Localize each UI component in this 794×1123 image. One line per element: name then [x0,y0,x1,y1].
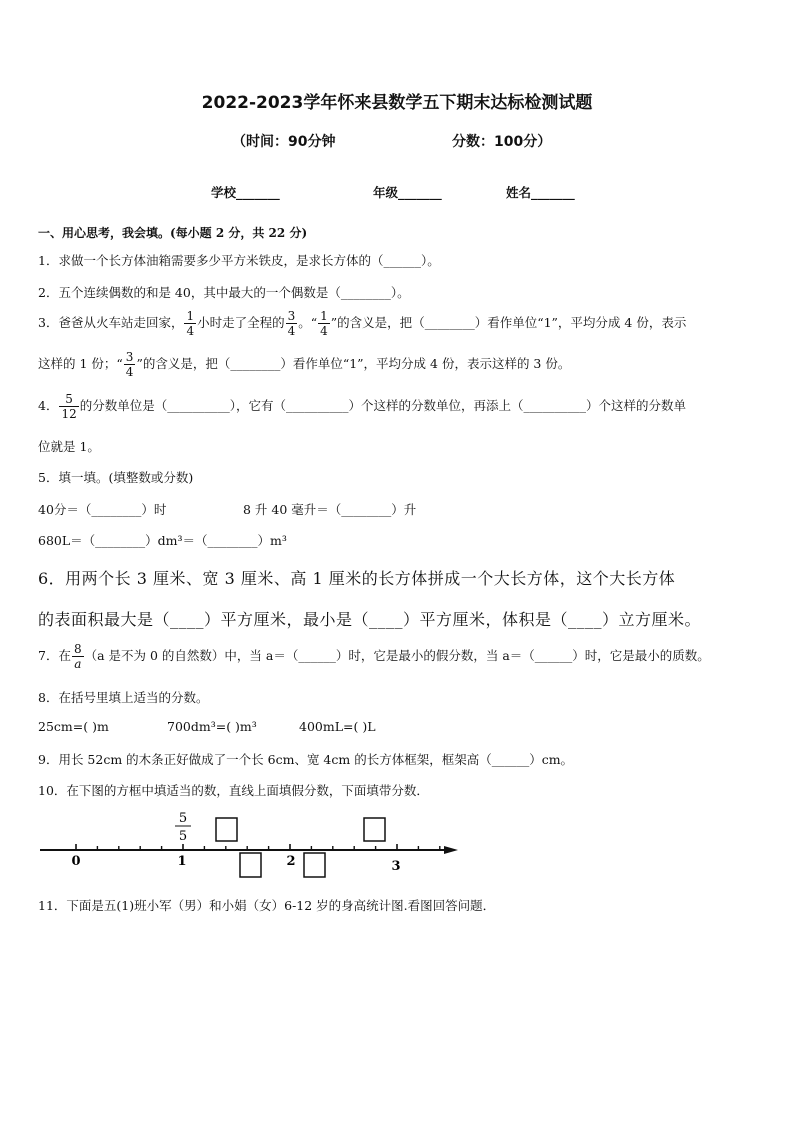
question-5-item-minutes: 40分＝（________）时 [38,502,167,517]
question-3-text-c: 。“ [298,315,318,330]
tick-label-2: 2 [286,854,296,869]
question-3-text-f: ”的含义是，把（________）看作单位“1”，平均分成 4 份，表示这样的 3 份。 [136,356,571,371]
question-7-text-a: 7．在 [38,648,71,663]
question-4-line-2: 位就是 1。 [38,439,100,454]
tick-label-1: 1 [177,854,187,869]
question-4-line-1 [38,392,686,421]
question-3-text-b: 小时走了全程的 [197,315,285,330]
question-3-text-e: 这样的 1 份；“ [38,356,123,371]
question-8-item-ml: 400mL=( )L [299,719,376,734]
fraction-three-quarters-quoted: $\frac{3}{4}$ [125,350,134,379]
question-3-text-d: ”的含义是，把（________）看作单位“1”，平均分成 4 份，表示 [330,315,687,330]
exam-time: （时间：90分钟 [232,134,336,150]
name-field: 姓名_______ [506,185,575,200]
fraction-three-quarters: $\frac{3}{4}$ [287,309,296,338]
number-line-diagram [38,808,468,880]
question-1: 1．求做一个长方体油箱需要多少平方米铁皮，是求长方体的（______）。 [38,253,440,268]
section-heading: 一、用心思考，我会填。(每小题 2 分，共 22 分) [38,226,308,240]
fraction-eight-over-a: $\frac{8}{a}$ [73,642,82,671]
question-3-line-2 [38,350,570,379]
answer-box-below-2[interactable] [304,853,325,877]
school-field: 学校_______ [211,185,280,200]
question-9: 9．用长 52cm 的木条正好做成了一个长 6cm、宽 4cm 的长方体框架，框架高（______）cm。 [38,752,574,767]
page-title: 2022-2023学年怀来县数学五下期末达标检测试题 [201,93,593,113]
tick-label-3: 3 [391,859,401,874]
question-11: 11．下面是五(1)班小军（男）和小娟（女）6-12 岁的身高统计图.看图回答问题． [38,898,496,913]
question-8-heading: 8．在括号里填上适当的分数。 [38,690,209,705]
example-fraction-numerator: 5 [178,811,188,826]
question-8-item-cm: 25cm=( )m [38,719,109,734]
exam-score: 分数：100分） [452,134,552,150]
question-3-line-1 [38,309,686,338]
number-line-arrow [444,846,458,854]
question-10: 10．在下图的方框中填适当的数，直线上面填假分数，下面填带分数． [38,783,429,798]
question-5-item-volume: 680L＝（________）dm³＝（________）m³ [38,533,287,548]
question-3-text-a: 3．爸爸从火车站走回家， [38,315,184,330]
question-8-item-dm3: 700dm³=( )m³ [167,719,257,734]
question-7-text-b: （a 是不为 0 的自然数）中，当 a＝（______）时，它是最小的假分数，当 a＝（______）时，它是最小的质数。 [84,648,710,663]
grade-field: 年级_______ [373,185,442,200]
question-6-line-1: 6．用两个长 3 厘米、宽 3 厘米、高 1 厘米的长方体拼成一个大长方体，这个大长方体 [38,569,676,588]
fraction-one-quarter-quoted: $\frac{1}{4}$ [320,309,328,338]
question-5-heading: 5．填一填。(填整数或分数) [38,470,194,485]
answer-box-above-1[interactable] [216,818,237,841]
fraction-one-quarter: $\frac{1}{4}$ [186,309,195,338]
question-7 [38,642,710,671]
question-4-text-a: 4． [38,398,59,413]
answer-box-above-2[interactable] [364,818,385,841]
example-fraction-denominator: 5 [178,829,188,844]
question-4-text-b: 的分数单位是（__________），它有（__________）个这样的分数单位，再添上（__________）个这样的分数单 [79,398,686,413]
answer-box-below-1[interactable] [240,853,261,877]
question-2: 2．五个连续偶数的和是 40，其中最大的一个偶数是（________）。 [38,285,410,300]
question-6-line-2: 的表面积最大是（____）平方厘米，最小是（____）平方厘米，体积是（____）立方厘米。 [38,610,702,629]
tick-label-0: 0 [71,854,81,869]
question-5-item-liters: 8 升 40 毫升＝（________）升 [243,502,417,517]
fraction-five-twelfths: $\frac{5}{12}$ [61,392,77,421]
